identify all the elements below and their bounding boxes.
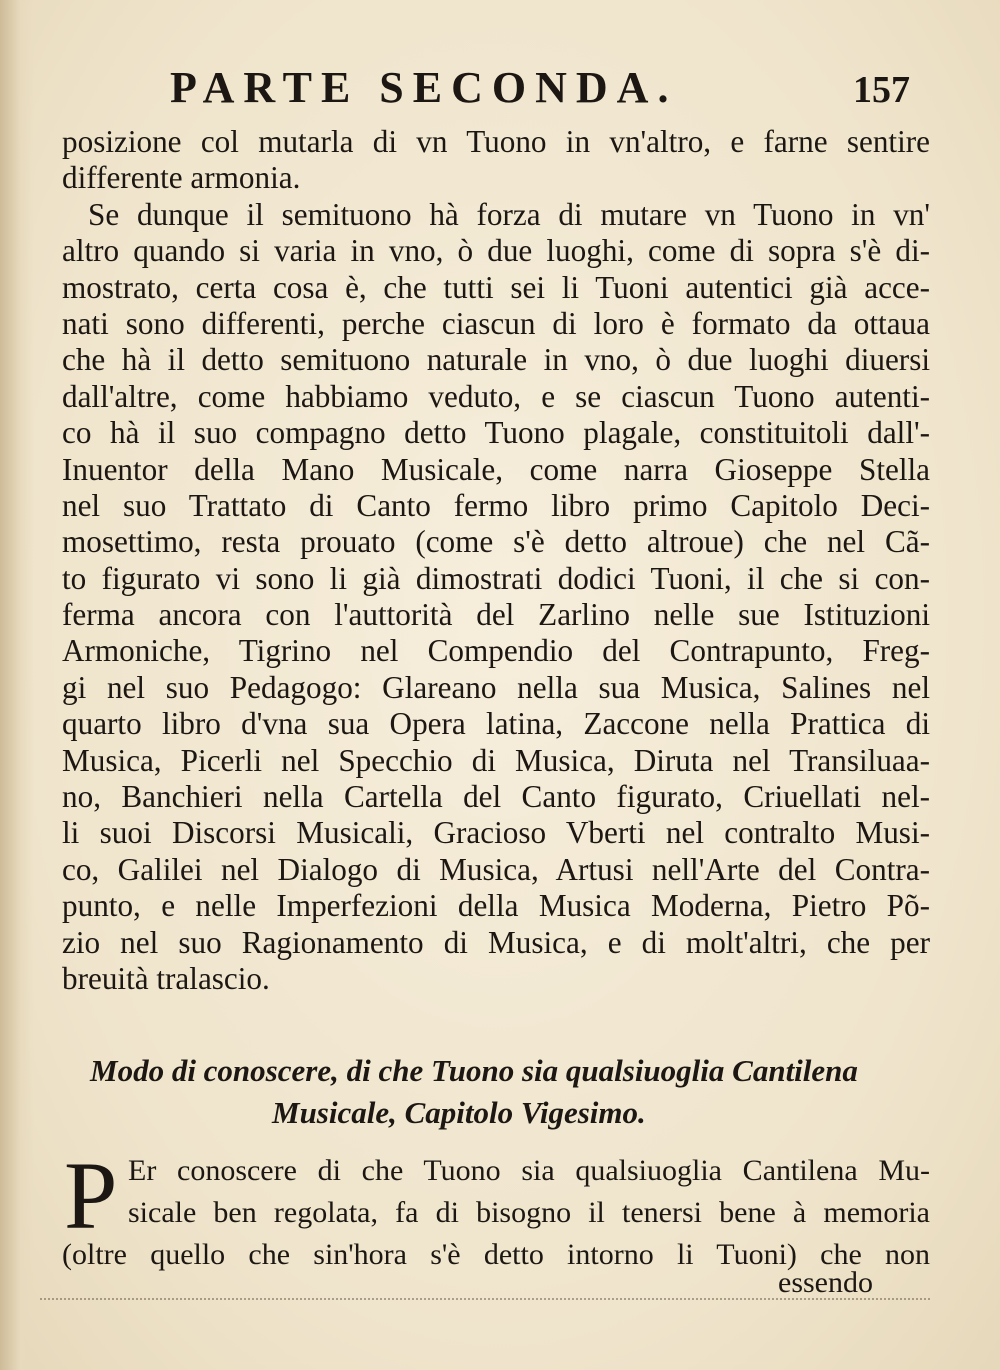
text-line: zio nel suo Ragionamento di Musica, e di molt'altri, che per <box>62 924 930 960</box>
text-line: dall'altre, come habbiamo veduto, e se ciascun Tuono autenti- <box>62 378 930 414</box>
page-number: 157 <box>853 69 910 111</box>
text-line: no, Banchieri nella Cartella del Canto figurato, Criuellati nel- <box>62 779 930 815</box>
text-line: breuità tralascio. <box>62 960 270 996</box>
text-line: Musica, Picerli nel Specchio di Musica, Diruta nel Transiluaa- <box>62 742 930 778</box>
text-line: quarto libro d'vna sua Opera latina, Zaccone nella Prattica di <box>62 706 930 742</box>
text-line: nati sono differenti, perche ciascun di loro è formato da ottaua <box>62 305 930 341</box>
text-line: sicale ben regolata, fa di bisogno il tenersi bene à memoria <box>128 1196 930 1229</box>
text-line: differente armonia. <box>62 160 301 196</box>
drop-cap-initial: P <box>64 1142 118 1249</box>
text-line: Armoniche, Tigrino nel Compendio del Contrapunto, Freg- <box>62 633 930 669</box>
catchword: essendo <box>778 1266 873 1299</box>
text-line: Inuentor della Mano Musicale, come narra Gioseppe Stella <box>62 451 930 487</box>
main-text <box>62 124 930 997</box>
text-line: Er conoscere di che Tuono sia qualsiuoglia Cantilena Mu- <box>128 1154 930 1187</box>
text-line: punto, e nelle Imperfezioni della Musica Moderna, Pietro Põ- <box>62 888 930 924</box>
text-line: che hà il detto semituono naturale in vno, ò due luoghi diuersi <box>62 342 930 378</box>
text-line: co, Galilei nel Dialogo di Musica, Artusi nell'Arte del Contra- <box>62 851 930 887</box>
text-line: mosettimo, resta prouato (come s'è detto altroue) che nel Cã- <box>62 524 930 560</box>
text-line: (oltre quello che sin'hora s'è detto intorno li Tuoni) che non <box>62 1238 930 1271</box>
text-line: mostrato, certa cosa è, che tutti sei li Tuoni autentici già acce- <box>62 269 930 305</box>
page-header <box>170 62 910 112</box>
text-line: to figurato vi sono li già dimostrati dodici Tuoni, il che si con- <box>62 560 930 596</box>
text-line: posizione col mutarla di vn Tuono in vn'altro, e farne sentire <box>62 124 930 159</box>
chapter-opening-text <box>62 1142 930 1276</box>
text-line: ferma ancora con l'auttorità del Zarlino nelle sue Istituzioni <box>62 597 930 633</box>
chapter-heading-line: Modo di conoscere, di che Tuono sia qualsiuoglia Cantilena <box>90 1053 858 1088</box>
text-line: co hà il suo compagno detto Tuono plagale, constituitoli dall'- <box>62 415 930 451</box>
text-line: altro quando si varia in vno, ò due luoghi, come di sopra s'è di- <box>62 233 930 269</box>
running-title: PARTE SECONDA. <box>170 63 678 112</box>
text-line: Se dunque il semituono hà forza di mutare vn Tuono in vn' <box>88 196 930 232</box>
page-gutter-shadow <box>0 0 34 1370</box>
text-line: li suoi Discorsi Musicali, Gracioso Vberti nel contralto Musi- <box>62 815 930 851</box>
chapter-heading-line: Musicale, Capitolo Vigesimo. <box>272 1095 646 1130</box>
text-line: gi nel suo Pedagogo: Glareano nella sua Musica, Salines nel <box>62 669 930 705</box>
text-line: nel suo Trattato di Canto fermo libro primo Capitolo Deci- <box>62 487 930 523</box>
chapter-heading <box>62 1050 930 1134</box>
footer-smudge-rule <box>40 1298 930 1304</box>
